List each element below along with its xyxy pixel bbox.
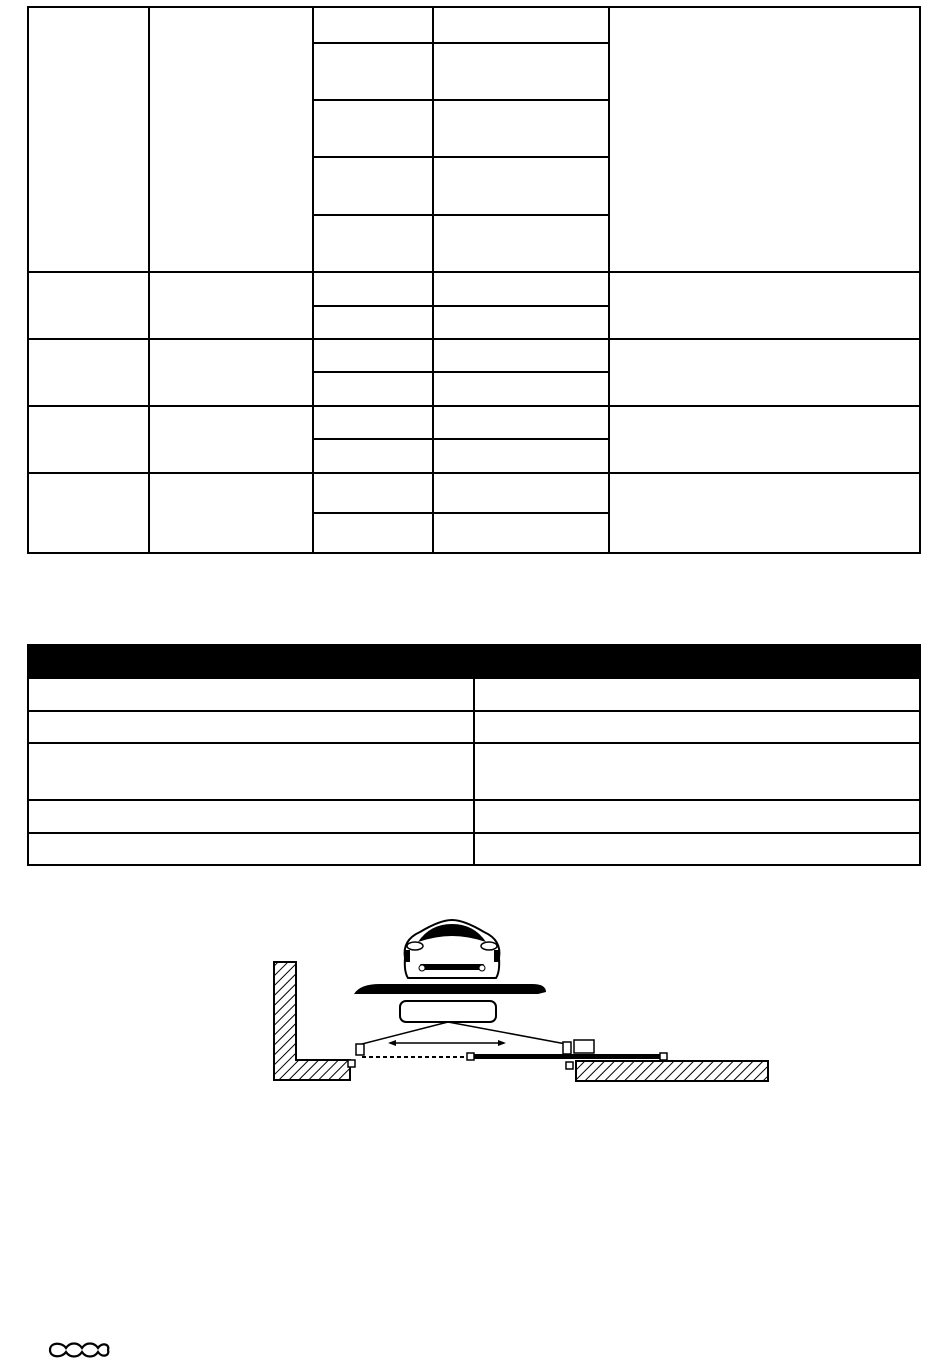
photocell-right xyxy=(563,1042,571,1054)
motor-unit xyxy=(574,1040,594,1053)
gate-marker xyxy=(467,1053,474,1060)
table-cell xyxy=(28,711,474,743)
table-cell xyxy=(474,833,920,865)
header-cell xyxy=(474,645,920,678)
driveway-strip xyxy=(354,984,546,994)
left-wall xyxy=(274,962,350,1080)
stop-marker xyxy=(566,1062,573,1069)
table-cell xyxy=(28,800,474,833)
header-cell xyxy=(28,645,474,678)
table-cell xyxy=(474,800,920,833)
table-row xyxy=(28,711,920,743)
opening-width-arrow xyxy=(388,1040,506,1046)
stop-marker xyxy=(348,1060,355,1067)
diagram-canvas xyxy=(270,910,770,1085)
table-row xyxy=(28,678,920,711)
table-cell xyxy=(474,678,920,711)
signal-line-left xyxy=(362,1022,448,1044)
parameter-table-grid xyxy=(27,644,921,866)
infinity-loop-logo xyxy=(44,1336,112,1364)
table-cell xyxy=(474,743,920,800)
table-row xyxy=(28,833,920,865)
parameter-table xyxy=(27,644,921,869)
table-cell xyxy=(28,743,474,800)
table-row xyxy=(28,800,920,833)
signal-line-right xyxy=(448,1022,566,1044)
right-wall xyxy=(576,1061,768,1081)
photocell-left xyxy=(356,1044,364,1055)
table-header-row xyxy=(28,645,920,678)
gate-installation-diagram xyxy=(270,910,770,1085)
gate-end-marker xyxy=(660,1053,667,1060)
logo-icon xyxy=(44,1336,112,1364)
table-row xyxy=(28,743,920,800)
spec-table-grid xyxy=(27,6,921,554)
table-border xyxy=(28,7,920,553)
spec-table xyxy=(27,6,921,554)
receiver-box xyxy=(400,1001,496,1022)
table-cell xyxy=(28,833,474,865)
car-front-icon xyxy=(404,920,500,978)
table-cell xyxy=(28,678,474,711)
table-cell xyxy=(474,711,920,743)
